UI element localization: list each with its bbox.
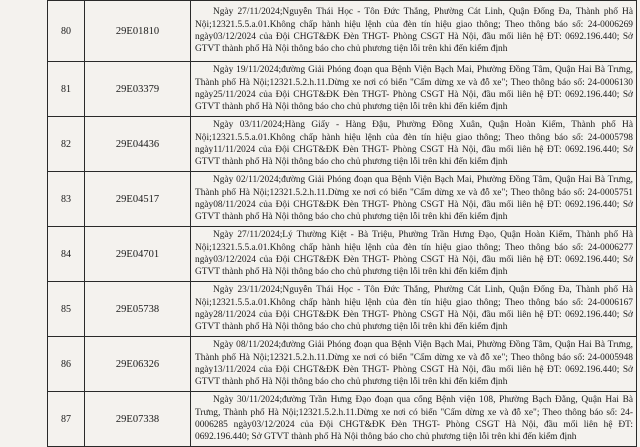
license-plate: 29E07338 bbox=[85, 392, 191, 447]
violation-description: Ngày 19/11/2024;đường Giải Phóng đoạn qua Bệnh Viện Bạch Mai, Phường Đồng Tâm, Quận Hai Bà Trưng, Thành phố Hà Nội;12321.5.2.h.11.Dừng xe nơi có biển "Cấm dừng xe và đỗ xe"; Theo thông báo số: 24-0006130 ngày25/11/2024 của Đội CHGT&ĐK Đèn THGT- Phòng CSGT Hà Nội, đầu mối liên hệ ĐT: 0692.196.440; Sở GTVT thành phố Hà Nội thông báo cho chủ phương tiện lỗi trên khi đến kiểm định bbox=[191, 62, 637, 117]
license-plate: 29E03379 bbox=[85, 62, 191, 117]
table-row bbox=[48, 337, 637, 392]
violation-table bbox=[47, 0, 637, 447]
violation-description: Ngày 02/11/2024;đường Giải Phóng đoạn qua Bệnh Viện Bạch Mai, Phường Đồng Tâm, Quận Hai Bà Trưng, Thành phố Hà Nội;12321.5.2.h.11.Dừng xe nơi có biển "Cấm dừng xe và đỗ xe"; Theo thông báo số: 24-0005751 ngày08/11/2024 của Đội CHGT&ĐK Đèn THGT- Phòng CSGT Hà Nội, đầu mối liên hệ ĐT: 0692.196.440; Sở GTVT thành phố Hà Nội thông báo cho chủ phương tiện lỗi trên khi đến kiểm định bbox=[191, 172, 637, 227]
violation-description: Ngày 30/11/2024;đường Trần Hưng Đạo đoạn qua cổng Bệnh viện 108, Phường Bạch Đằng, Quận Hai Bà Trưng, Thành phố Hà Nội;12321.5.2.h.11.Dừng xe nơi có biển "Cấm dừng xe và đỗ xe"; Theo thông báo số: 24-0006285 ngày03/12/2024 của Đội CHGT&ĐK Đèn THGT- Phòng CSGT Hà Nội, đầu mối liên hệ ĐT: 0692.196.440; Sở GTVT thành phố Hà Nội thông báo cho chủ phương tiện lỗi trên khi đến kiểm định bbox=[191, 392, 637, 447]
license-plate: 29E04517 bbox=[85, 172, 191, 227]
row-number: 85 bbox=[48, 282, 85, 337]
row-number: 82 bbox=[48, 117, 85, 172]
table-row bbox=[48, 117, 637, 172]
license-plate: 29E05738 bbox=[85, 282, 191, 337]
table-row bbox=[48, 1, 637, 62]
row-number: 84 bbox=[48, 227, 85, 282]
row-number: 80 bbox=[48, 1, 85, 62]
table-row bbox=[48, 62, 637, 117]
row-number: 87 bbox=[48, 392, 85, 447]
license-plate: 29E04436 bbox=[85, 117, 191, 172]
table-row bbox=[48, 227, 637, 282]
license-plate: 29E04701 bbox=[85, 227, 191, 282]
row-number: 81 bbox=[48, 62, 85, 117]
violation-description: Ngày 03/11/2024;Hàng Giấy - Hàng Đậu, Phường Đồng Xuân, Quận Hoàn Kiếm, Thành phố Hà Nội;12321.5.5.a.01.Không chấp hành hiệu lệnh của đèn tín hiệu giao thông; Theo thông báo số: 24-0005798 ngày11/11/2024 của Đội CHGT&ĐK Đèn THGT- Phòng CSGT Hà Nội, đầu mối liên hệ ĐT: 0692.196.440; Sở GTVT thành phố Hà Nội thông báo cho chủ phương tiện lỗi trên khi đến kiểm định bbox=[191, 117, 637, 172]
violation-description: Ngày 08/11/2024;đường Giải Phóng đoạn qua Bệnh Viện Bạch Mai, Phường Đồng Tâm, Quận Hai Bà Trưng, Thành phố Hà Nội;12321.5.2.h.11.Dừng xe nơi có biển "Cấm dừng xe và đỗ xe"; Theo thông báo số: 24-0005948 ngày13/11/2024 của Đội CHGT&ĐK Đèn THGT- Phòng CSGT Hà Nội, đầu mối liên hệ ĐT: 0692.196.440; Sở GTVT thành phố Hà Nội thông báo cho chủ phương tiện lỗi trên khi đến kiểm định bbox=[191, 337, 637, 392]
violation-description: Ngày 27/11/2024;Nguyễn Thái Học - Tôn Đức Thắng, Phường Cát Linh, Quận Đống Đa, Thành phố Hà Nội;12321.5.5.a.01.Không chấp hành hiệu lệnh của đèn tín hiệu giao thông; Theo thông báo số: 24-0006269 ngày03/12/2024 của Đội CHGT&ĐK Đèn THGT- Phòng CSGT Hà Nội, đầu mối liên hệ ĐT: 0692.196.440; Sở GTVT thành phố Hà Nội thông báo cho chủ phương tiện lỗi trên khi đến kiểm định bbox=[191, 1, 637, 62]
violation-description: Ngày 27/11/2024;Lý Thường Kiệt - Bà Triệu, Phường Trần Hưng Đạo, Quận Hoàn Kiếm, Thành phố Hà Nội;12321.5.5.a.01.Không chấp hành hiệu lệnh của đèn tín hiệu giao thông; Theo thông báo số: 24-0006277 ngày03/12/2024 của Đội CHGT&ĐK Đèn THGT- Phòng CSGT Hà Nội, đầu mối liên hệ ĐT: 0692.196.440; Sở GTVT thành phố Hà Nội thông báo cho chủ phương tiện lỗi trên khi đến kiểm định bbox=[191, 227, 637, 282]
license-plate: 29E01810 bbox=[85, 1, 191, 62]
table-row bbox=[48, 172, 637, 227]
table-row bbox=[48, 392, 637, 447]
table-row bbox=[48, 282, 637, 337]
violation-description: Ngày 23/11/2024;Nguyễn Thái Học - Tôn Đức Thắng, Phường Cát Linh, Quận Đống Đa, Thành phố Hà Nội;12321.5.5.a.01.Không chấp hành hiệu lệnh của đèn tín hiệu giao thông; Theo thông báo số: 24-0006167 ngày28/11/2024 của Đội CHGT&ĐK Đèn THGT- Phòng CSGT Hà Nội, đầu mối liên hệ ĐT: 0692.196.440; Sở GTVT thành phố Hà Nội thông báo cho chủ phương tiện lỗi trên khi đến kiểm định bbox=[191, 282, 637, 337]
row-number: 83 bbox=[48, 172, 85, 227]
license-plate: 29E06326 bbox=[85, 337, 191, 392]
row-number: 86 bbox=[48, 337, 85, 392]
